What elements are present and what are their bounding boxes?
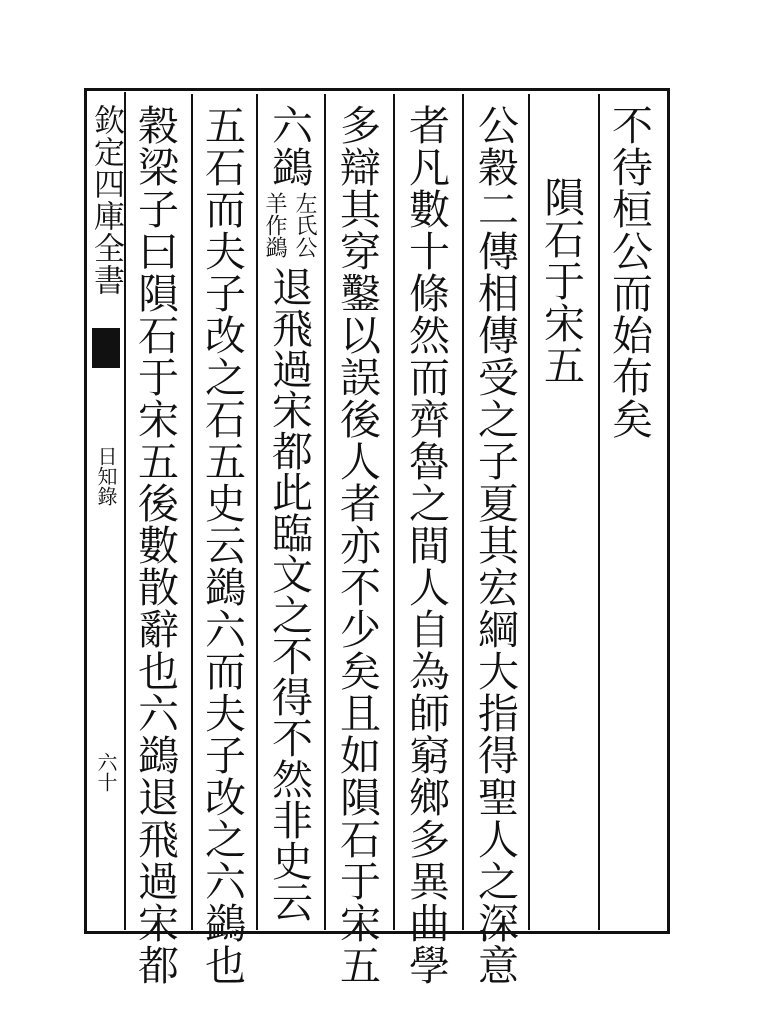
page-number: 六十 — [94, 752, 118, 792]
section-heading: 隕石于宋五 — [537, 176, 585, 386]
text-column: 公穀二傳相傳受之子夏其宏綱大指得聖人之深意 — [471, 104, 519, 986]
column-divider — [462, 94, 464, 930]
column-divider — [191, 94, 193, 930]
text-column-part: 退飛過宋都此臨文之不得不然非史云 — [265, 266, 313, 922]
text-column-part: 六鷁 — [265, 104, 313, 188]
text-column: 者凡數十條然而齊魯之間人自為師窮鄉多異曲學 — [402, 104, 450, 986]
text-column: 多辯其穿鑿以誤後人者亦不少矣且如隕石于宋五 — [333, 104, 381, 986]
column-divider — [256, 94, 258, 930]
book-name: 日知錄 — [94, 446, 118, 506]
text-column: 穀梁子曰隕石于宋五後數散辭也六鷁退飛過宋都 — [131, 104, 179, 986]
annotation-left: 羊作鷁 — [262, 192, 287, 258]
column-divider — [528, 94, 530, 930]
fishtail-mark — [92, 328, 120, 368]
book-title: 欽定四庫全書 — [88, 104, 124, 296]
column-divider — [598, 94, 600, 930]
column-divider — [324, 94, 326, 930]
column-divider — [393, 94, 395, 930]
text-column: 五石而夫子改之石五史云鷁六而夫子改之六鷁也 — [198, 104, 246, 986]
text-column: 不待桓公而始布矣 — [605, 104, 653, 440]
annotation-right: 左氏公 — [292, 192, 317, 258]
